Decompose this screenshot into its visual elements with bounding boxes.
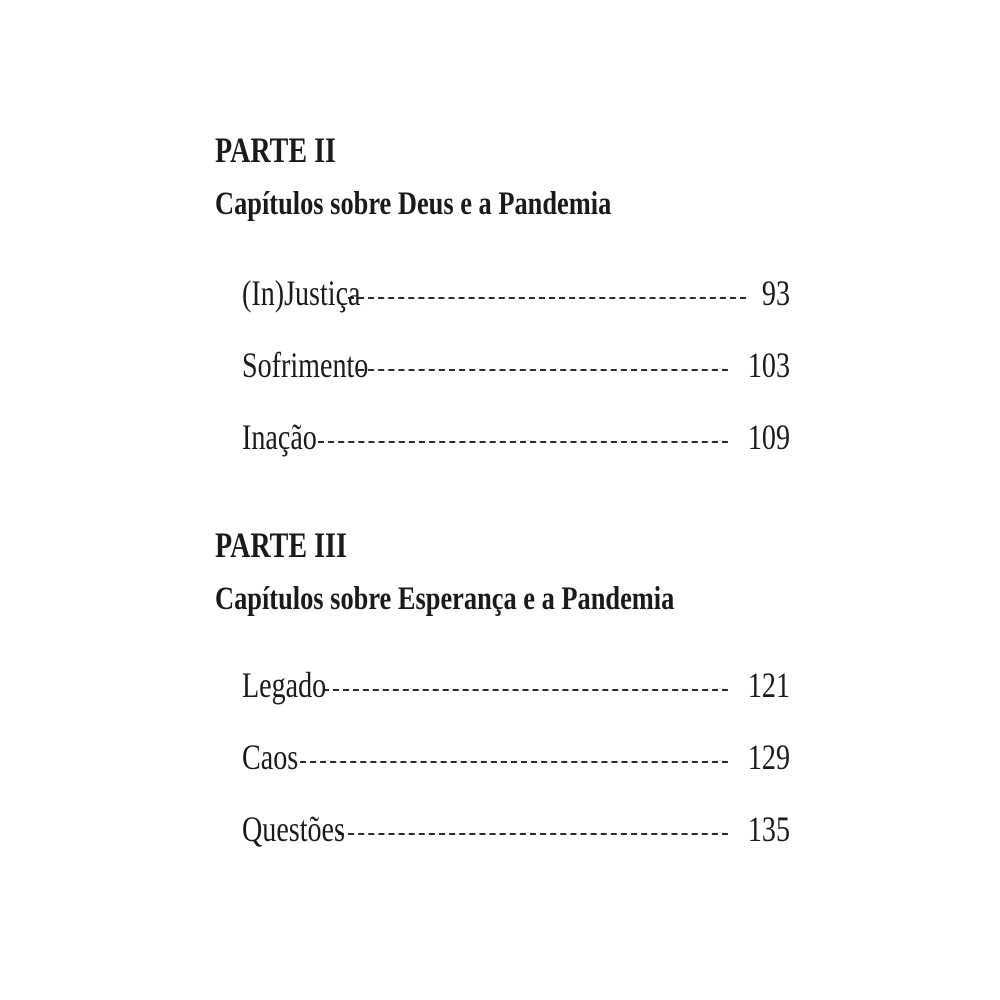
toc-entry bbox=[242, 665, 790, 737]
toc-entry-title: Caos bbox=[242, 737, 299, 777]
toc-entry bbox=[242, 273, 790, 345]
part-subtitle: Capítulos sobre Deus e a Pandemia bbox=[215, 186, 612, 222]
toc-entry-list bbox=[242, 273, 790, 489]
toc-entry bbox=[242, 345, 790, 417]
toc-entry-title: (In)Justiça bbox=[242, 273, 361, 313]
toc-entry-title: Legado bbox=[242, 665, 327, 705]
part-section bbox=[215, 525, 795, 849]
dotted-leader bbox=[358, 345, 728, 371]
toc-entry bbox=[242, 417, 790, 489]
part-heading: PARTE III bbox=[215, 525, 347, 565]
dotted-leader bbox=[318, 417, 728, 443]
toc-entry-list bbox=[242, 665, 790, 881]
toc-entry bbox=[242, 809, 790, 881]
part-heading: PARTE II bbox=[215, 130, 336, 170]
toc-entry bbox=[242, 737, 790, 809]
toc-entry-title: Questões bbox=[242, 809, 345, 849]
toc-entry-page: 93 bbox=[761, 273, 790, 313]
toc-entry-title: Sofrimento bbox=[242, 345, 369, 385]
toc-entry-page: 129 bbox=[747, 737, 790, 777]
dotted-leader bbox=[348, 273, 746, 299]
dotted-leader bbox=[323, 665, 728, 691]
toc-entry-page: 121 bbox=[747, 665, 790, 705]
toc-entry-page: 109 bbox=[747, 417, 790, 457]
toc-entry-page: 103 bbox=[747, 345, 790, 385]
toc-entry-title: Inação bbox=[242, 417, 317, 457]
dotted-leader bbox=[300, 737, 728, 763]
part-subtitle: Capítulos sobre Esperança e a Pandemia bbox=[215, 581, 675, 617]
toc-entry-page: 135 bbox=[747, 809, 790, 849]
part-section bbox=[215, 130, 795, 457]
dotted-leader bbox=[338, 809, 728, 835]
